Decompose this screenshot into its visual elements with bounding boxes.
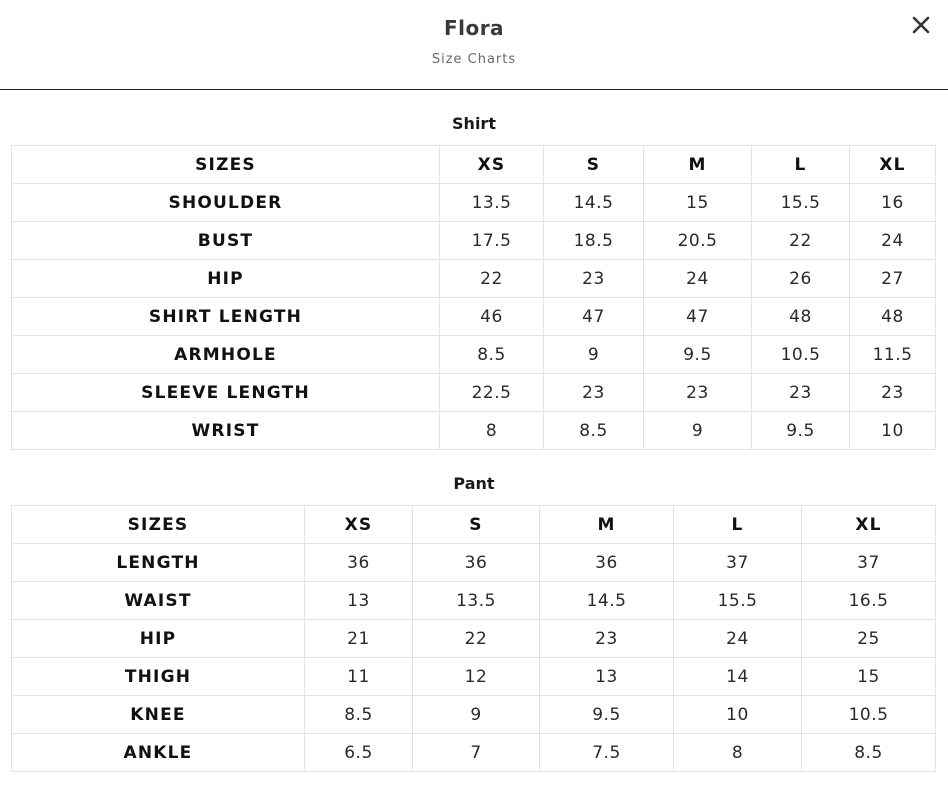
shirt-size-value: 8.5: [440, 336, 544, 374]
pant-table-row: [12, 734, 936, 772]
pant-size-value: 8.5: [305, 696, 413, 734]
close-icon: [908, 12, 934, 38]
pant-size-value: 36: [305, 544, 413, 582]
pant-table-row: [12, 658, 936, 696]
shirt-section-title: Shirt: [452, 114, 496, 133]
shirt-size-table: [11, 145, 936, 450]
shirt-size-value: 9.5: [752, 412, 850, 450]
shirt-size-value: 8.5: [544, 412, 644, 450]
pant-measure-label: KNEE: [12, 696, 305, 734]
shirt-size-value: 26: [752, 260, 850, 298]
modal-header: [0, 0, 948, 90]
shirt-size-value: 16: [850, 184, 936, 222]
modal-title: Flora: [443, 16, 505, 40]
close-button[interactable]: [908, 12, 934, 38]
pant-size-value: 10: [674, 696, 802, 734]
pant-size-value: 7.5: [540, 734, 674, 772]
shirt-measure-label: WRIST: [12, 412, 440, 450]
shirt-header-cell: SIZES: [12, 146, 440, 184]
modal-subtitle: Size Charts: [431, 52, 517, 67]
shirt-size-value: 23: [850, 374, 936, 412]
shirt-measure-label: ARMHOLE: [12, 336, 440, 374]
shirt-measure-label: SLEEVE LENGTH: [12, 374, 440, 412]
pant-size-value: 13.5: [413, 582, 540, 620]
pant-size-value: 9: [413, 696, 540, 734]
pant-table-row: [12, 544, 936, 582]
pant-header-cell: SIZES: [12, 506, 305, 544]
shirt-size-value: 48: [850, 298, 936, 336]
shirt-table-row: [12, 260, 936, 298]
pant-size-value: 16.5: [802, 582, 936, 620]
pant-table-row: [12, 620, 936, 658]
shirt-size-value: 22.5: [440, 374, 544, 412]
shirt-size-value: 11.5: [850, 336, 936, 374]
pant-size-value: 23: [540, 620, 674, 658]
pant-header-cell: XL: [802, 506, 936, 544]
shirt-header-cell: XS: [440, 146, 544, 184]
pant-section-title: Pant: [453, 474, 495, 493]
pant-measure-label: THIGH: [12, 658, 305, 696]
shirt-size-value: 23: [644, 374, 752, 412]
shirt-size-value: 15.5: [752, 184, 850, 222]
shirt-table-row: [12, 184, 936, 222]
pant-size-value: 14: [674, 658, 802, 696]
shirt-table-header-row: [12, 146, 936, 184]
shirt-size-value: 23: [752, 374, 850, 412]
shirt-table-row: [12, 374, 936, 412]
shirt-size-value: 24: [850, 222, 936, 260]
pant-measure-label: HIP: [12, 620, 305, 658]
pant-size-value: 10.5: [802, 696, 936, 734]
shirt-size-value: 10: [850, 412, 936, 450]
pant-size-table: [11, 505, 936, 772]
shirt-size-value: 23: [544, 260, 644, 298]
pant-size-value: 6.5: [305, 734, 413, 772]
shirt-table-row: [12, 412, 936, 450]
shirt-measure-label: SHOULDER: [12, 184, 440, 222]
shirt-size-value: 10.5: [752, 336, 850, 374]
shirt-table-row: [12, 298, 936, 336]
pant-header-cell: L: [674, 506, 802, 544]
shirt-table-row: [12, 222, 936, 260]
shirt-size-value: 20.5: [644, 222, 752, 260]
shirt-header-cell: L: [752, 146, 850, 184]
shirt-measure-label: SHIRT LENGTH: [12, 298, 440, 336]
shirt-header-cell: M: [644, 146, 752, 184]
pant-table-row: [12, 582, 936, 620]
shirt-size-value: 18.5: [544, 222, 644, 260]
pant-table-row: [12, 696, 936, 734]
shirt-header-cell: S: [544, 146, 644, 184]
shirt-size-value: 17.5: [440, 222, 544, 260]
pant-size-value: 14.5: [540, 582, 674, 620]
shirt-size-value: 9: [644, 412, 752, 450]
pant-size-value: 13: [305, 582, 413, 620]
pant-header-cell: XS: [305, 506, 413, 544]
shirt-table-row: [12, 336, 936, 374]
pant-size-value: 36: [540, 544, 674, 582]
shirt-size-value: 9.5: [644, 336, 752, 374]
shirt-size-value: 14.5: [544, 184, 644, 222]
pant-table-header-row: [12, 506, 936, 544]
pant-size-value: 8: [674, 734, 802, 772]
shirt-size-value: 48: [752, 298, 850, 336]
pant-size-value: 37: [802, 544, 936, 582]
shirt-size-value: 24: [644, 260, 752, 298]
shirt-size-value: 47: [644, 298, 752, 336]
pant-size-value: 12: [413, 658, 540, 696]
pant-size-value: 9.5: [540, 696, 674, 734]
pant-size-value: 11: [305, 658, 413, 696]
pant-size-value: 7: [413, 734, 540, 772]
shirt-measure-label: BUST: [12, 222, 440, 260]
pant-measure-label: ANKLE: [12, 734, 305, 772]
pant-size-value: 36: [413, 544, 540, 582]
pant-size-value: 13: [540, 658, 674, 696]
pant-size-value: 25: [802, 620, 936, 658]
shirt-size-value: 27: [850, 260, 936, 298]
shirt-size-value: 22: [440, 260, 544, 298]
pant-size-value: 22: [413, 620, 540, 658]
shirt-measure-label: HIP: [12, 260, 440, 298]
pant-size-value: 8.5: [802, 734, 936, 772]
pant-header-cell: S: [413, 506, 540, 544]
shirt-size-value: 15: [644, 184, 752, 222]
pant-header-cell: M: [540, 506, 674, 544]
pant-size-value: 15: [802, 658, 936, 696]
shirt-size-value: 13.5: [440, 184, 544, 222]
shirt-size-value: 8: [440, 412, 544, 450]
pant-measure-label: LENGTH: [12, 544, 305, 582]
shirt-size-value: 22: [752, 222, 850, 260]
pant-measure-label: WAIST: [12, 582, 305, 620]
pant-size-value: 37: [674, 544, 802, 582]
pant-size-value: 21: [305, 620, 413, 658]
pant-size-value: 24: [674, 620, 802, 658]
shirt-size-value: 9: [544, 336, 644, 374]
shirt-size-value: 46: [440, 298, 544, 336]
shirt-size-value: 23: [544, 374, 644, 412]
shirt-header-cell: XL: [850, 146, 936, 184]
pant-size-value: 15.5: [674, 582, 802, 620]
shirt-size-value: 47: [544, 298, 644, 336]
